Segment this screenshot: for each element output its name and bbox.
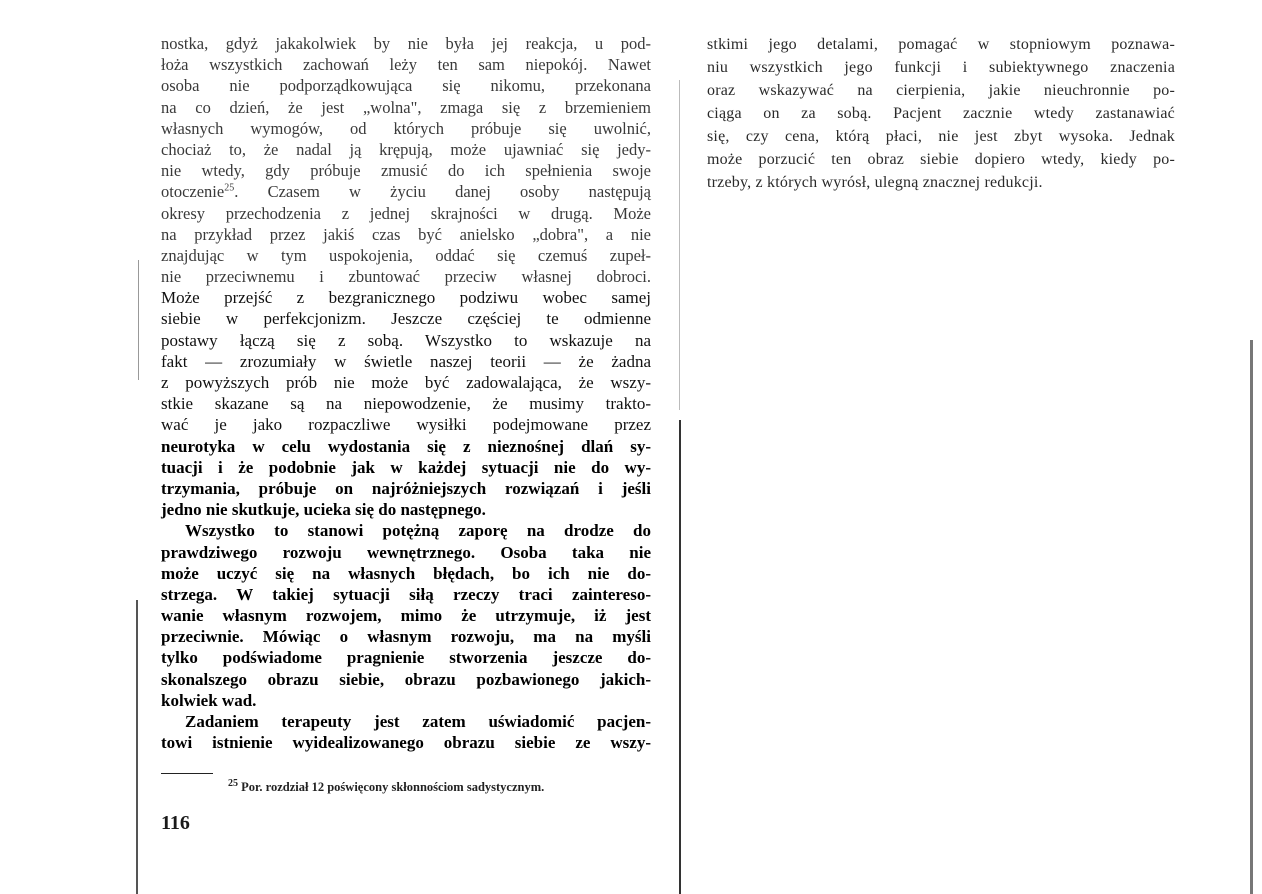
footnote-ref: 25 [224,182,235,194]
text-line: łoża wszystkich zachowań leży ten sam niepokój. Nawet [161,55,651,75]
line-part: . Czasem w życiu danej osoby następują [234,182,651,202]
text-line: oraz wskazywać na cierpienia, jakie nieuchronnie po- [707,82,1175,99]
text-line: na co dzień, że jest „wolna", zmaga się z brzemieniem [161,97,651,117]
text-line: przeciwnie. Mówiąc o własnym rozwoju, ma na myśli [161,627,651,647]
text-line: tylko podświadome pragnienie stworzenia jeszcze do- [161,648,651,668]
scan-gutter-upper [679,80,680,410]
text-line: wać je jako rozpaczliwe wysiłki podejmowane przez [161,415,651,435]
text-line: jedno nie skutkuje, ucieka się do następnego. [161,500,486,520]
left-page-text [161,33,651,753]
right-page-text [707,33,1175,194]
text-line: postawy łączą się z sobą. Wszystko to wskazuje na [161,330,651,350]
footnote-text: Por. rozdział 12 poświęcony skłonnościom sadystycznym. [238,780,545,794]
text-line: na przykład przez jakiś czas być anielsko „dobra", a nie [161,224,651,244]
text-line: fakt — zrozumiały w świetle naszej teorii — że żadna [161,351,651,371]
text-line: osoba nie podporządkowująca się nikomu, przekonana [161,76,651,96]
scan-edge-left-upper [138,260,139,380]
text-line: znajdując w tym uspokojenia, oddać się czemuś zupeł- [161,245,651,265]
scan-gutter [679,420,681,894]
text-line: siebie w perfekcjonizm. Jeszcze częściej te odmienne [161,309,651,329]
text-line: skonalszego obrazu siebie, obrazu pozbawionego jakich- [161,669,651,689]
text-line: wanie własnym rozwojem, mimo że utrzymuje, iż jest [161,606,651,626]
footnote [228,777,545,795]
text-line: trzeby, z których wyrósł, ulegną znacznej redukcji. [707,174,1043,191]
text-line: towi istnienie wyidealizowanego obrazu siebie ze wszy- [161,733,651,753]
text-line: okresy przechodzenia z jednej skrajności w drugą. Może [161,203,651,223]
text-line: Wszystko to stanowi potężną zaporę na drodze do [185,521,651,541]
text-line: Może przejść z bezgranicznego podziwu wobec samej [161,288,651,308]
text-line: kolwiek wad. [161,690,257,710]
text-line: nie wtedy, gdy próbuje zmusić do ich spełnienia swoje [161,161,651,181]
text-line: tuacji i że podobnie jak w każdej sytuacji nie do wy- [161,457,651,477]
text-line: ciąga on za sobą. Pacjent zacznie wtedy zastanawiać [707,105,1175,122]
footnote-ref: 25 [228,777,238,789]
text-line: stkie skazane są na niepowodzenie, że musimy trakto- [161,394,651,414]
page-number: 116 [161,812,190,834]
scan-edge-left [136,600,138,894]
scan-edge-right [1250,340,1253,894]
text-line: z powyższych prób nie może być zadowalająca, że wszy- [161,373,651,392]
text-line: może uczyć się na własnych błędach, bo ich nie do- [161,563,651,583]
text-line: strzega. W takiej sytuacji siłą rzeczy traci zaintereso- [161,584,651,604]
footnote-divider [161,773,213,774]
text-line: niu wszystkich jego funkcji i subiektywnego znaczenia [707,59,1175,76]
text-line: może porzucić ten obraz siebie dopiero wtedy, kiedy po- [707,151,1175,168]
text-line: nostka, gdyż jakakolwiek by nie była jej reakcja, u pod- [161,34,651,53]
text-line: nie przeciwnemu i zbuntować przeciw własnej dobroci. [161,267,651,287]
text-line: stkimi jego detalami, pomagać w stopniowym poznawa- [707,36,1175,53]
text-line [161,181,651,202]
text-line: trzymania, próbuje on najróżniejszych rozwiązań i jeśli [161,478,651,498]
text-line: własnych wymogów, od których próbuje się uwolnić, [161,118,651,138]
text-line: neurotyka w celu wydostania się z nieznośnej dlań sy- [161,436,651,456]
text-line: Zadaniem terapeuty jest zatem uświadomić pacjen- [185,712,651,731]
text-line: się, czy cena, którą płaci, nie jest zbyt wysoka. Jednak [707,128,1175,145]
text-line: prawdziwego rozwoju wewnętrznego. Osoba taka nie [161,542,651,562]
text-line: chociaż to, że nadal ją krępują, może ujawniać się jedy- [161,139,651,159]
line-part: otoczenie [161,182,225,202]
